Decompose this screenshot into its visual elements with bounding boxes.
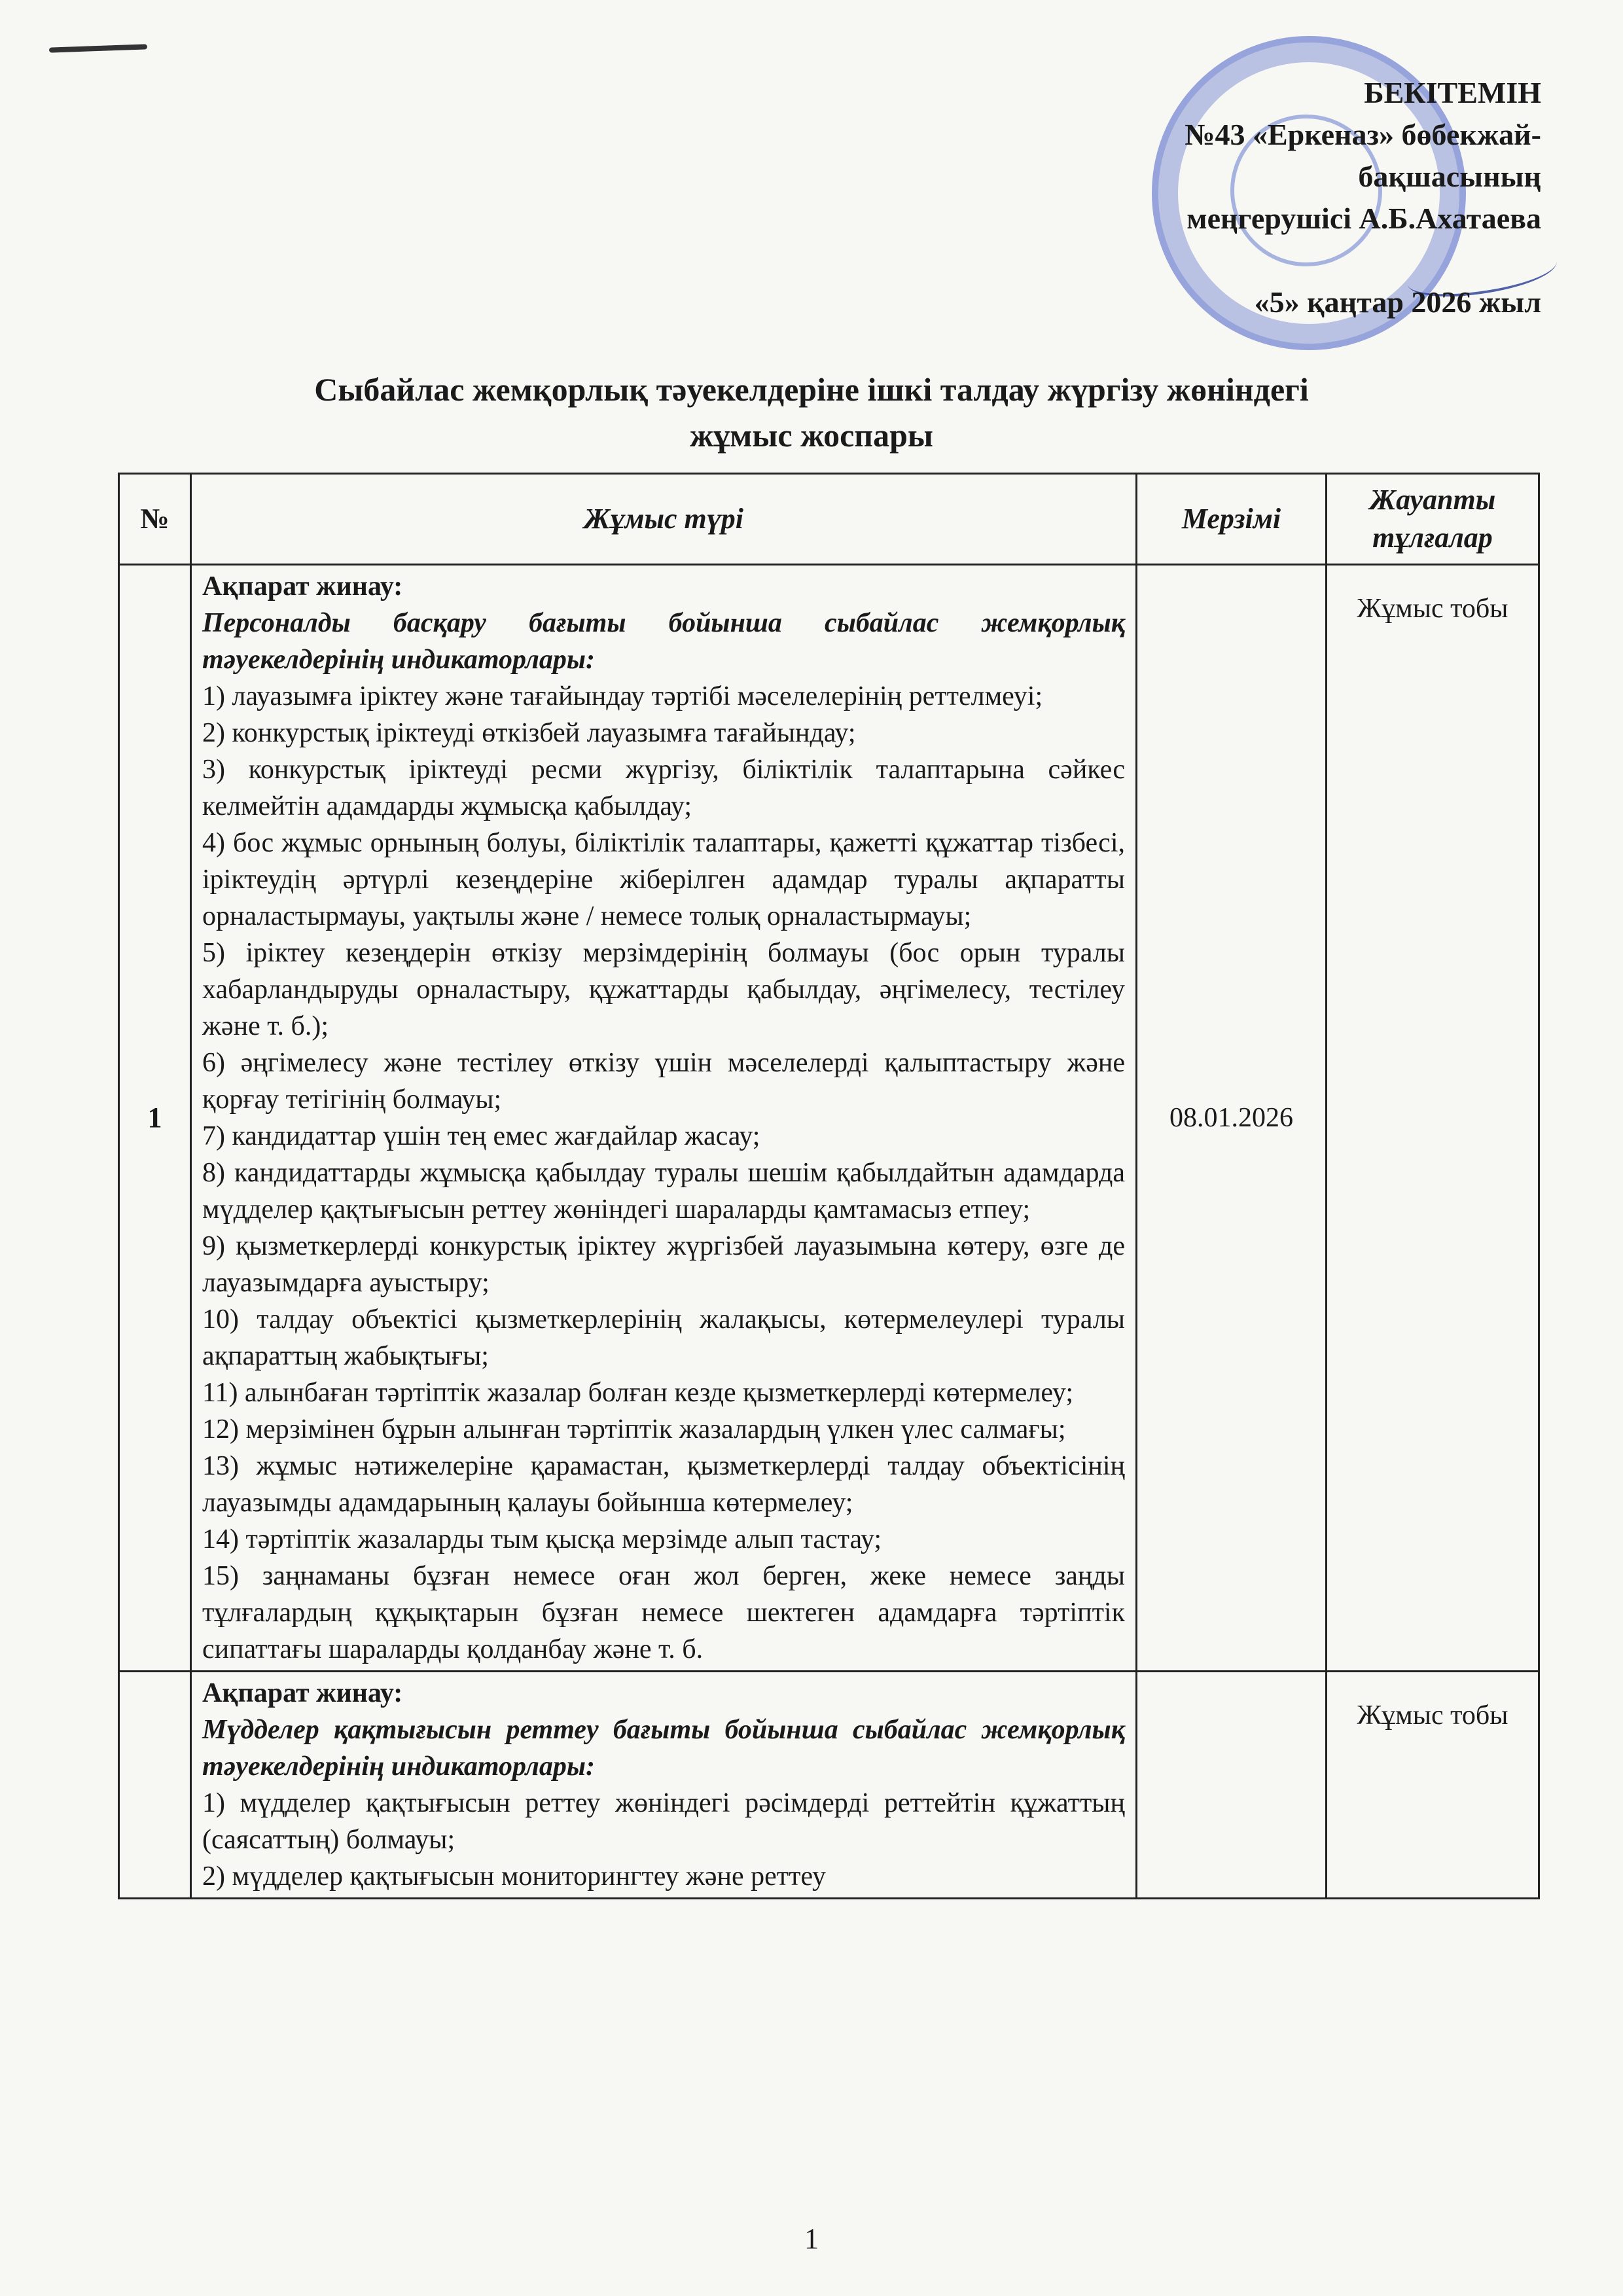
header-deadline: Мерзімі	[1137, 474, 1327, 565]
list-item: 4) бос жұмыс орнының болуы, біліктілік талаптары, қажетті құжаттар тізбесі, іріктеудің әртүрлі кезеңдеріне жіберілген адамдар туралы ақпаратты орналастырмауы, уақтылы және / немесе толық орналастырмауы;	[202, 828, 1125, 931]
list-item: 7) кандидаттар үшін тең емес жағдайлар жасау;	[202, 1121, 760, 1151]
approval-line-1: №43 «Еркеназ» бөбекжай-	[1185, 118, 1541, 151]
work-subheading: Мүдделер қақтығысын реттеу бағыты бойынша сыбайлас жемқорлық тәуекелдерінің индикаторлары:	[202, 1715, 1125, 1782]
deadline-cell	[1137, 1672, 1327, 1899]
page-number: 1	[804, 2223, 819, 2255]
work-type-cell	[191, 1672, 1137, 1899]
approval-date: «5» қаңтар 2026 жыл	[1254, 285, 1541, 319]
list-item: 2) мүдделер қақтығысын мониторингтеу және реттеу	[202, 1861, 827, 1892]
header-work-type: Жұмыс түрі	[191, 474, 1137, 565]
deadline-cell: 08.01.2026	[1137, 565, 1327, 1672]
list-item: 5) іріктеу кезеңдерін өткізу мерзімдерінің болмауы (бос орын туралы хабарландыруды орналастыру, құжаттарды қабылдау, әңгімелесу, тестілеу және т. б.);	[202, 938, 1125, 1041]
list-item: 2) конкурстық іріктеуді өткізбей лауазымға тағайындау;	[202, 718, 856, 748]
list-item: 3) конкурстық іріктеуді ресми жүргізу, біліктілік талаптарына сәйкес келмейтін адамдарды жұмысқа қабылдау;	[202, 755, 1125, 821]
work-subheading: Персоналды басқару бағыты бойынша сыбайлас жемқорлық тәуекелдерінің индикаторлары:	[202, 608, 1125, 675]
signature-line	[1031, 240, 1541, 281]
table-header-row	[119, 474, 1539, 565]
list-item: 8) кандидаттарды жұмысқа қабылдау туралы шешім қабылдайтын адамдарда мүдделер қақтығысын реттеу жөніндегі шараларды қамтамасыз етпеу;	[202, 1158, 1125, 1225]
work-type-cell	[191, 565, 1137, 1672]
list-item: 6) әңгімелесу және тестілеу өткізу үшін мәселелерді қалыптастыру және қорғау тетігінің болмауы;	[202, 1048, 1125, 1115]
header-number: №	[119, 474, 191, 565]
list-item: 12) мерзімінен бұрын алынған тәртіптік жазалардың үлкен үлес салмағы;	[202, 1414, 1066, 1444]
approval-block	[1031, 72, 1541, 323]
work-heading: Ақпарат жинау:	[202, 1678, 403, 1708]
row-number	[119, 1672, 191, 1899]
title-line-2: жұмыс жоспары	[690, 417, 933, 454]
list-item: 9) қызметкерлерді конкурстық іріктеу жүргізбей лауазымына көтеру, өзге де лауазымдарға ауыстыру;	[202, 1231, 1125, 1298]
list-item: 10) талдау объектісі қызметкерлерінің жалақысы, көтермелеулері туралы ақпараттың жабықтығы;	[202, 1304, 1125, 1371]
document-title	[131, 367, 1492, 458]
pen-mark	[49, 44, 147, 52]
table-row	[119, 565, 1539, 1672]
work-heading: Ақпарат жинау:	[202, 571, 403, 601]
title-line-1: Сыбайлас жемқорлық тәуекелдеріне ішкі талдау жүргізу жөніндегі	[314, 371, 1309, 408]
list-item: 1) лауазымға іріктеу және тағайындау тәртібі мәселелерінің реттелмеуі;	[202, 681, 1043, 711]
responsible-cell: Жұмыс тобы	[1327, 565, 1539, 1672]
responsible-cell: Жұмыс тобы	[1327, 1672, 1539, 1899]
list-item: 11) алынбаған тәртіптік жазалар болған кезде қызметкерлерді көтермелеу;	[202, 1378, 1074, 1408]
approval-title: БЕКІТЕМІН	[1364, 76, 1541, 109]
list-item: 13) жұмыс нәтижелеріне қарамастан, қызметкерлерді талдау объектісінің лауазымды адамдарының қалауы бойынша көтермелеу;	[202, 1451, 1125, 1518]
list-item: 14) тәртіптік жазаларды тым қысқа мерзімде алып тастау;	[202, 1524, 882, 1554]
approval-line-3: меңгерушісі А.Б.Ахатаева	[1186, 202, 1541, 235]
list-item: 15) заңнаманы бұзған немесе оған жол берген, жеке немесе заңды тұлғалардың құқықтарын бұзған немесе шектеген адамдарға тәртіптік сипаттағы шараларды қолданбау және т. б.	[202, 1561, 1125, 1664]
list-item: 1) мүдделер қақтығысын реттеу жөніндегі рәсімдерді реттейтін құжаттың (саясаттың) болмауы;	[202, 1788, 1125, 1855]
approval-line-2: бақшасының	[1358, 160, 1541, 193]
work-plan-table	[118, 473, 1540, 1899]
row-number: 1	[119, 565, 191, 1672]
header-responsible: Жауапты тұлғалар	[1327, 474, 1539, 565]
table-row	[119, 1672, 1539, 1899]
